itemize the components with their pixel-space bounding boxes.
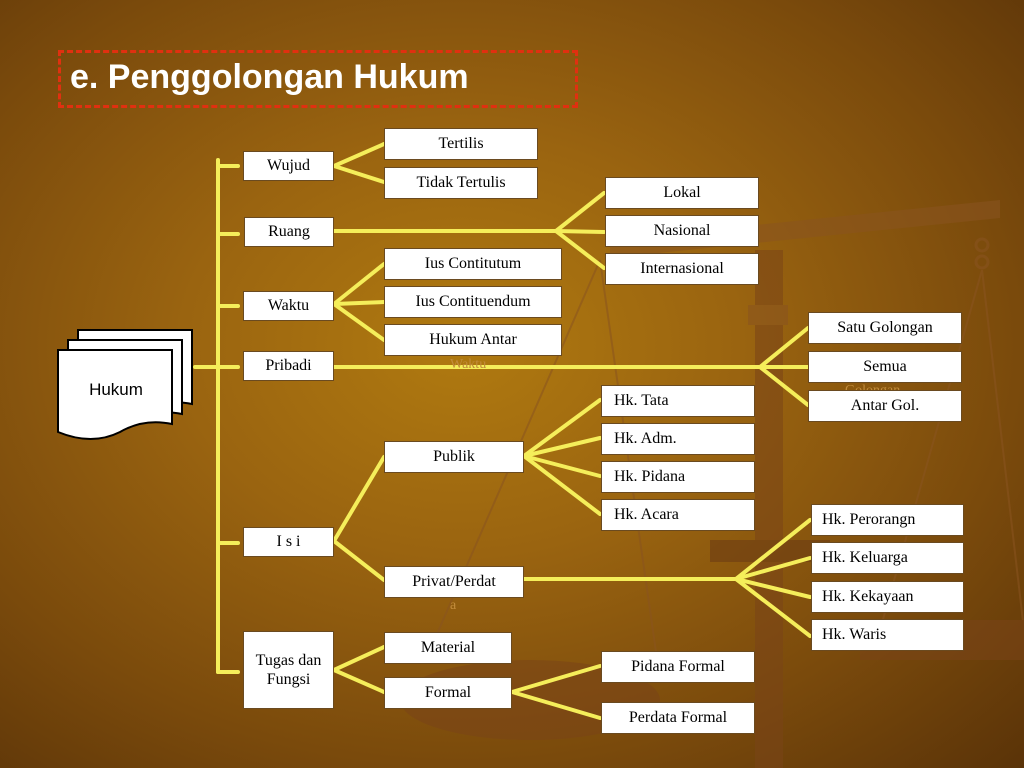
node-wujud: Wujud	[243, 151, 334, 181]
overflow-text-waktu: Waktu	[450, 357, 487, 372]
node-tertilis: Tertilis	[384, 128, 538, 160]
node-ius-contituendum: Ius Contituendum	[384, 286, 562, 318]
node-hk-adm: Hk. Adm.	[601, 423, 755, 455]
node-hk-pidana: Hk. Pidana	[601, 461, 755, 493]
node-material: Material	[384, 632, 512, 664]
node-ius-contitutum: Ius Contitutum	[384, 248, 562, 280]
node-formal: Formal	[384, 677, 512, 709]
node-hk-acara: Hk. Acara	[601, 499, 755, 531]
node-hk-keluarga: Hk. Keluarga	[811, 542, 964, 574]
node-pidana-formal: Pidana Formal	[601, 651, 755, 683]
node-tugas-dan-fungsi: Tugas dan Fungsi	[243, 631, 334, 709]
node-hk-tata: Hk. Tata	[601, 385, 755, 417]
overflow-text-privat: a	[450, 598, 457, 613]
node-lokal: Lokal	[605, 177, 759, 209]
node-satu-golongan: Satu Golongan	[808, 312, 962, 344]
node-hk-waris: Hk. Waris	[811, 619, 964, 651]
node-waktu: Waktu	[243, 291, 334, 321]
node-privat-perdata: Privat/Perdat	[384, 566, 524, 598]
page-title: e. Penggolongan Hukum	[70, 58, 469, 96]
node-perdata-formal: Perdata Formal	[601, 702, 755, 734]
node-tidak-tertulis: Tidak Tertulis	[384, 167, 538, 199]
root-node-label: Hukum	[89, 380, 143, 399]
node-hk-kekayaan: Hk. Kekayaan	[811, 581, 964, 613]
node-ruang: Ruang	[244, 217, 334, 247]
node-pribadi: Pribadi	[243, 351, 334, 381]
node-hukum-antar: Hukum Antar	[384, 324, 562, 356]
node-semua: Semua	[808, 351, 962, 383]
node-hk-perorangn: Hk. Perorangn	[811, 504, 964, 536]
node-nasional: Nasional	[605, 215, 759, 247]
node-antar-gol: Antar Gol.	[808, 390, 962, 422]
node-isi: I s i	[243, 527, 334, 557]
node-publik: Publik	[384, 441, 524, 473]
node-internasional: Internasional	[605, 253, 759, 285]
